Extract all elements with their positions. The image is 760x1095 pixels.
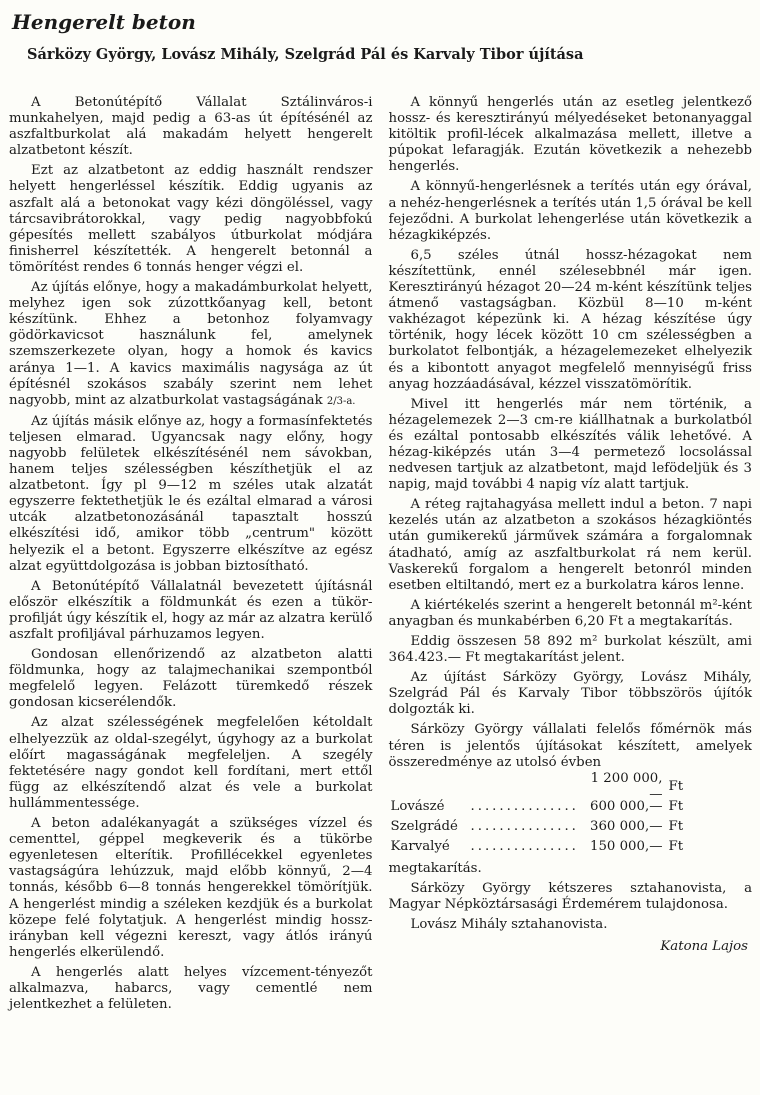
paragraph-text: Az újítás előnye, hogy a makadámburkolat helyett, melyhez igen sok zúzottkőanyag kell, betont készítünk. Ehhez a betonhoz folyamvagy gödörkavicsot használunk fel, amelynek szemszerkezete olyan, hogy a homok és kavics aránya 1—1. A kavics maximális nagysága az út építésnél szokásos szabály szerint nem lehet nagyobb, mint az alzatburkolat vastagságának: [9, 280, 373, 408]
article-byline: Sárközy György, Lovász Mihály, Szelgrád Pál és Karvaly Tibor újítása: [27, 46, 584, 63]
left-column: [9, 95, 373, 1090]
paragraph: Gondosan ellenőrizendő az alzatbeton alatti földmunka, hogy az talajmechanikai szempontból megfelelő legyen. Felázott türemkedő részek gondosan kicserélendők.: [9, 647, 373, 711]
paragraph: Sárközy György kétszeres sztahanovista, a Magyar Népköztársasági Érdemérem tulajdonosa.: [388, 880, 752, 912]
paragraph: Az újítást Sárközy György, Lovász Mihály, Szelgrád Pál és Karvaly Tibor többszörös újítók dolgozták ki.: [388, 670, 752, 718]
paragraph: A beton adalékanyagát a szükséges vízzel és cementtel, géppel megkeverik és a tükörbe egyenletesen elterítik. Profillécekkel egyenletes vastagságúra lehúzzuk, majd előbb könnyű, 2—4 tonnás, később 6—8 tonnás hengerekkel tömörítjük. A hengerlést mindig a széleken kezdjük és a burkolat közepe felé folytatjuk. A hengerlést mindig hossz-irányban kell végezni kereszt, vagy átlós irányú hengerlés elkerülendő.: [9, 816, 373, 960]
paragraph: A Betonútépítő Vállalat Sztálinváros-i munkahelyen, majd pedig a 63-as út építésénél az aszfaltburkolat alá makadám helyett hengerelt alzatbetont készít.: [9, 95, 373, 159]
savings-unit: Ft: [668, 818, 684, 834]
article-body: [9, 95, 752, 1090]
savings-unit: Ft: [668, 798, 684, 814]
paragraph: A hengerlés alatt helyes vízcement-tényezőt alkalmazva, habarcs, vagy cementlé nem jelentkezhet a felületen.: [9, 964, 373, 1013]
paragraph: [9, 280, 373, 410]
savings-name: Lovászé: [390, 798, 445, 814]
paragraph: A réteg rajtahagyása mellett indul a beton. 7 napi kezelés után az alzatbeton a szokásos hézagkiöntés után gumikerekű járművek számára a forgalomnak átadható, amíg az aszfaltburkolat rá nem kerül. Vaskerekű forgalom a hengerelt betonról minden esetben eltiltandó, mert ez a burkolatra káros lenne.: [388, 497, 752, 593]
paragraph: A könnyű-hengerlésnek a terítés után egy órával, a nehéz-hengerlésnek a terítés után 1,5 órával be kell fejeződni. A burkolat lehengerlése után következik a hézagkiképzés.: [388, 179, 752, 243]
savings-row: [389, 817, 753, 837]
savings-value: 1 200 000,—: [590, 770, 663, 802]
savings-row: [389, 837, 753, 857]
article-title: Hengerelt beton: [12, 10, 196, 34]
paragraph: megtakarítás.: [388, 860, 482, 876]
savings-table: [389, 770, 753, 857]
savings-row: [389, 797, 753, 817]
fraction: 2/3-a.: [326, 395, 356, 407]
paragraph: A könnyű hengerlés után az esetleg jelentkező hossz- és keresztirányú mélyedéseket betonanyaggal kitöltik profil-lécek alkalmazása mellett, illetve a púpokat lefaragják. Ezután következik a nehezebb hengerlés.: [388, 95, 752, 175]
savings-value: 150 000,—: [589, 838, 663, 854]
paragraph: Mivel itt hengerlés már nem történik, a hézagelemezek 2—3 cm-re kiállhatnak a burkolatból és ezáltal pontosabb elkészítés válik lehetővé. A hézag-kiképzés után 3—4 permetező locsolással nedvesen tartjuk az alzatbetont, majd lefödeljük és 3 napig, majd további 4 napig víz alatt tartjuk.: [388, 396, 752, 493]
savings-row: [389, 770, 753, 802]
paragraph: A Betonútépítő Vállalatnál bevezetett újításnál először elkészítik a földmunkát és ezen a tükör-profilját úgy készítik el, hogy az már az alzatra kerülő aszfalt profiljával párhuzamos legyen.: [9, 578, 373, 642]
savings-value: 600 000,—: [589, 798, 663, 814]
right-column: [389, 95, 753, 1090]
savings-unit: Ft: [668, 838, 684, 854]
savings-unit: Ft: [668, 778, 684, 794]
paragraph: Sárközy György vállalati felelős főmérnök más téren is jelentős újításokat készített, amelyek összeredménye az utolsó évben: [388, 722, 752, 770]
savings-leader-dots: ...............: [470, 838, 579, 854]
savings-leader-dots: ...............: [470, 798, 579, 814]
savings-leader-dots: ...............: [470, 818, 579, 834]
savings-name: Karvalyé: [390, 838, 450, 854]
paragraph: 6,5 széles útnál hossz-hézagokat nem készítettünk, ennél szélesebbnél már igen. Keresztirányú hézagot 20—24 m-ként készítünk teljes átmenő vastagságban. Közbül 8—10 m-ként vakhézagot képezünk ki. A hézag készítése úgy történik, hogy lécek között 10 cm szélességben a burkolatot felbontják, a hézagelemezeket elhelyezik és a kibontott anyagot megfelelő mennyiségű friss anyag hozzáadásával, kézzel visszatömörítik.: [388, 247, 752, 392]
savings-value: 360 000,—: [589, 818, 663, 834]
paragraph: Eddig összesen 58 892 m² burkolat készült, ami 364.423.— Ft megtakarítást jelent.: [388, 634, 752, 666]
savings-name: Szelgrádé: [390, 818, 458, 834]
paragraph: A kiértékelés szerint a hengerelt betonnál m²-ként anyagban és munkabérben 6,20 Ft a megtakarítás.: [388, 597, 752, 629]
author-signature: Katona Lajos: [660, 939, 748, 955]
paragraph: Lovász Mihály sztahanovista.: [410, 917, 608, 933]
paragraph: Az alzat szélességének megfelelően kétoldalt elhelyezzük az oldal-szegélyt, úgyhogy az a burkolat előírt magasságának megfeleljen. A szegély fektetésére nagy gondot kell fordítani, mert ettől függ az elkészítendő alzat és vele a burkolat hullámmentessége.: [9, 715, 373, 811]
paragraph: Az újítás másik előnye az, hogy a formasínfektetés teljesen elmarad. Ugyancsak nagy előny, hogy nagyobb felületek elkészítésénél nem sávokban, hanem teljes szélességben készíthetjük el az alzatbetont. Így pl 9—12 m széles utak alzatát egyszerre fektethetjük le és ezáltal elmarad a városi utcák alzatbetonozásánál tapasztalt hosszú elkészítési idő, amikor több „centrum" között helyezik el a betont. Egyszerre elkészítve az egész alzat együttdolgozása is jobban biztosítható.: [9, 413, 373, 574]
paragraph: Ezt az alzatbetont az eddig használt rendszer helyett hengerléssel készítik. Eddig ugyanis az aszfalt alá a betonokat vagy kézi döngöléssel, vagy tárcsavibrátorokkal, vagy pedig nagyobbfokú gépesítés mellett szabályos útburkolat módjára finisherrel készítették. A hengerelt betonnál a tömörítést rendes 6 tonnás henger végzi el.: [9, 163, 373, 275]
